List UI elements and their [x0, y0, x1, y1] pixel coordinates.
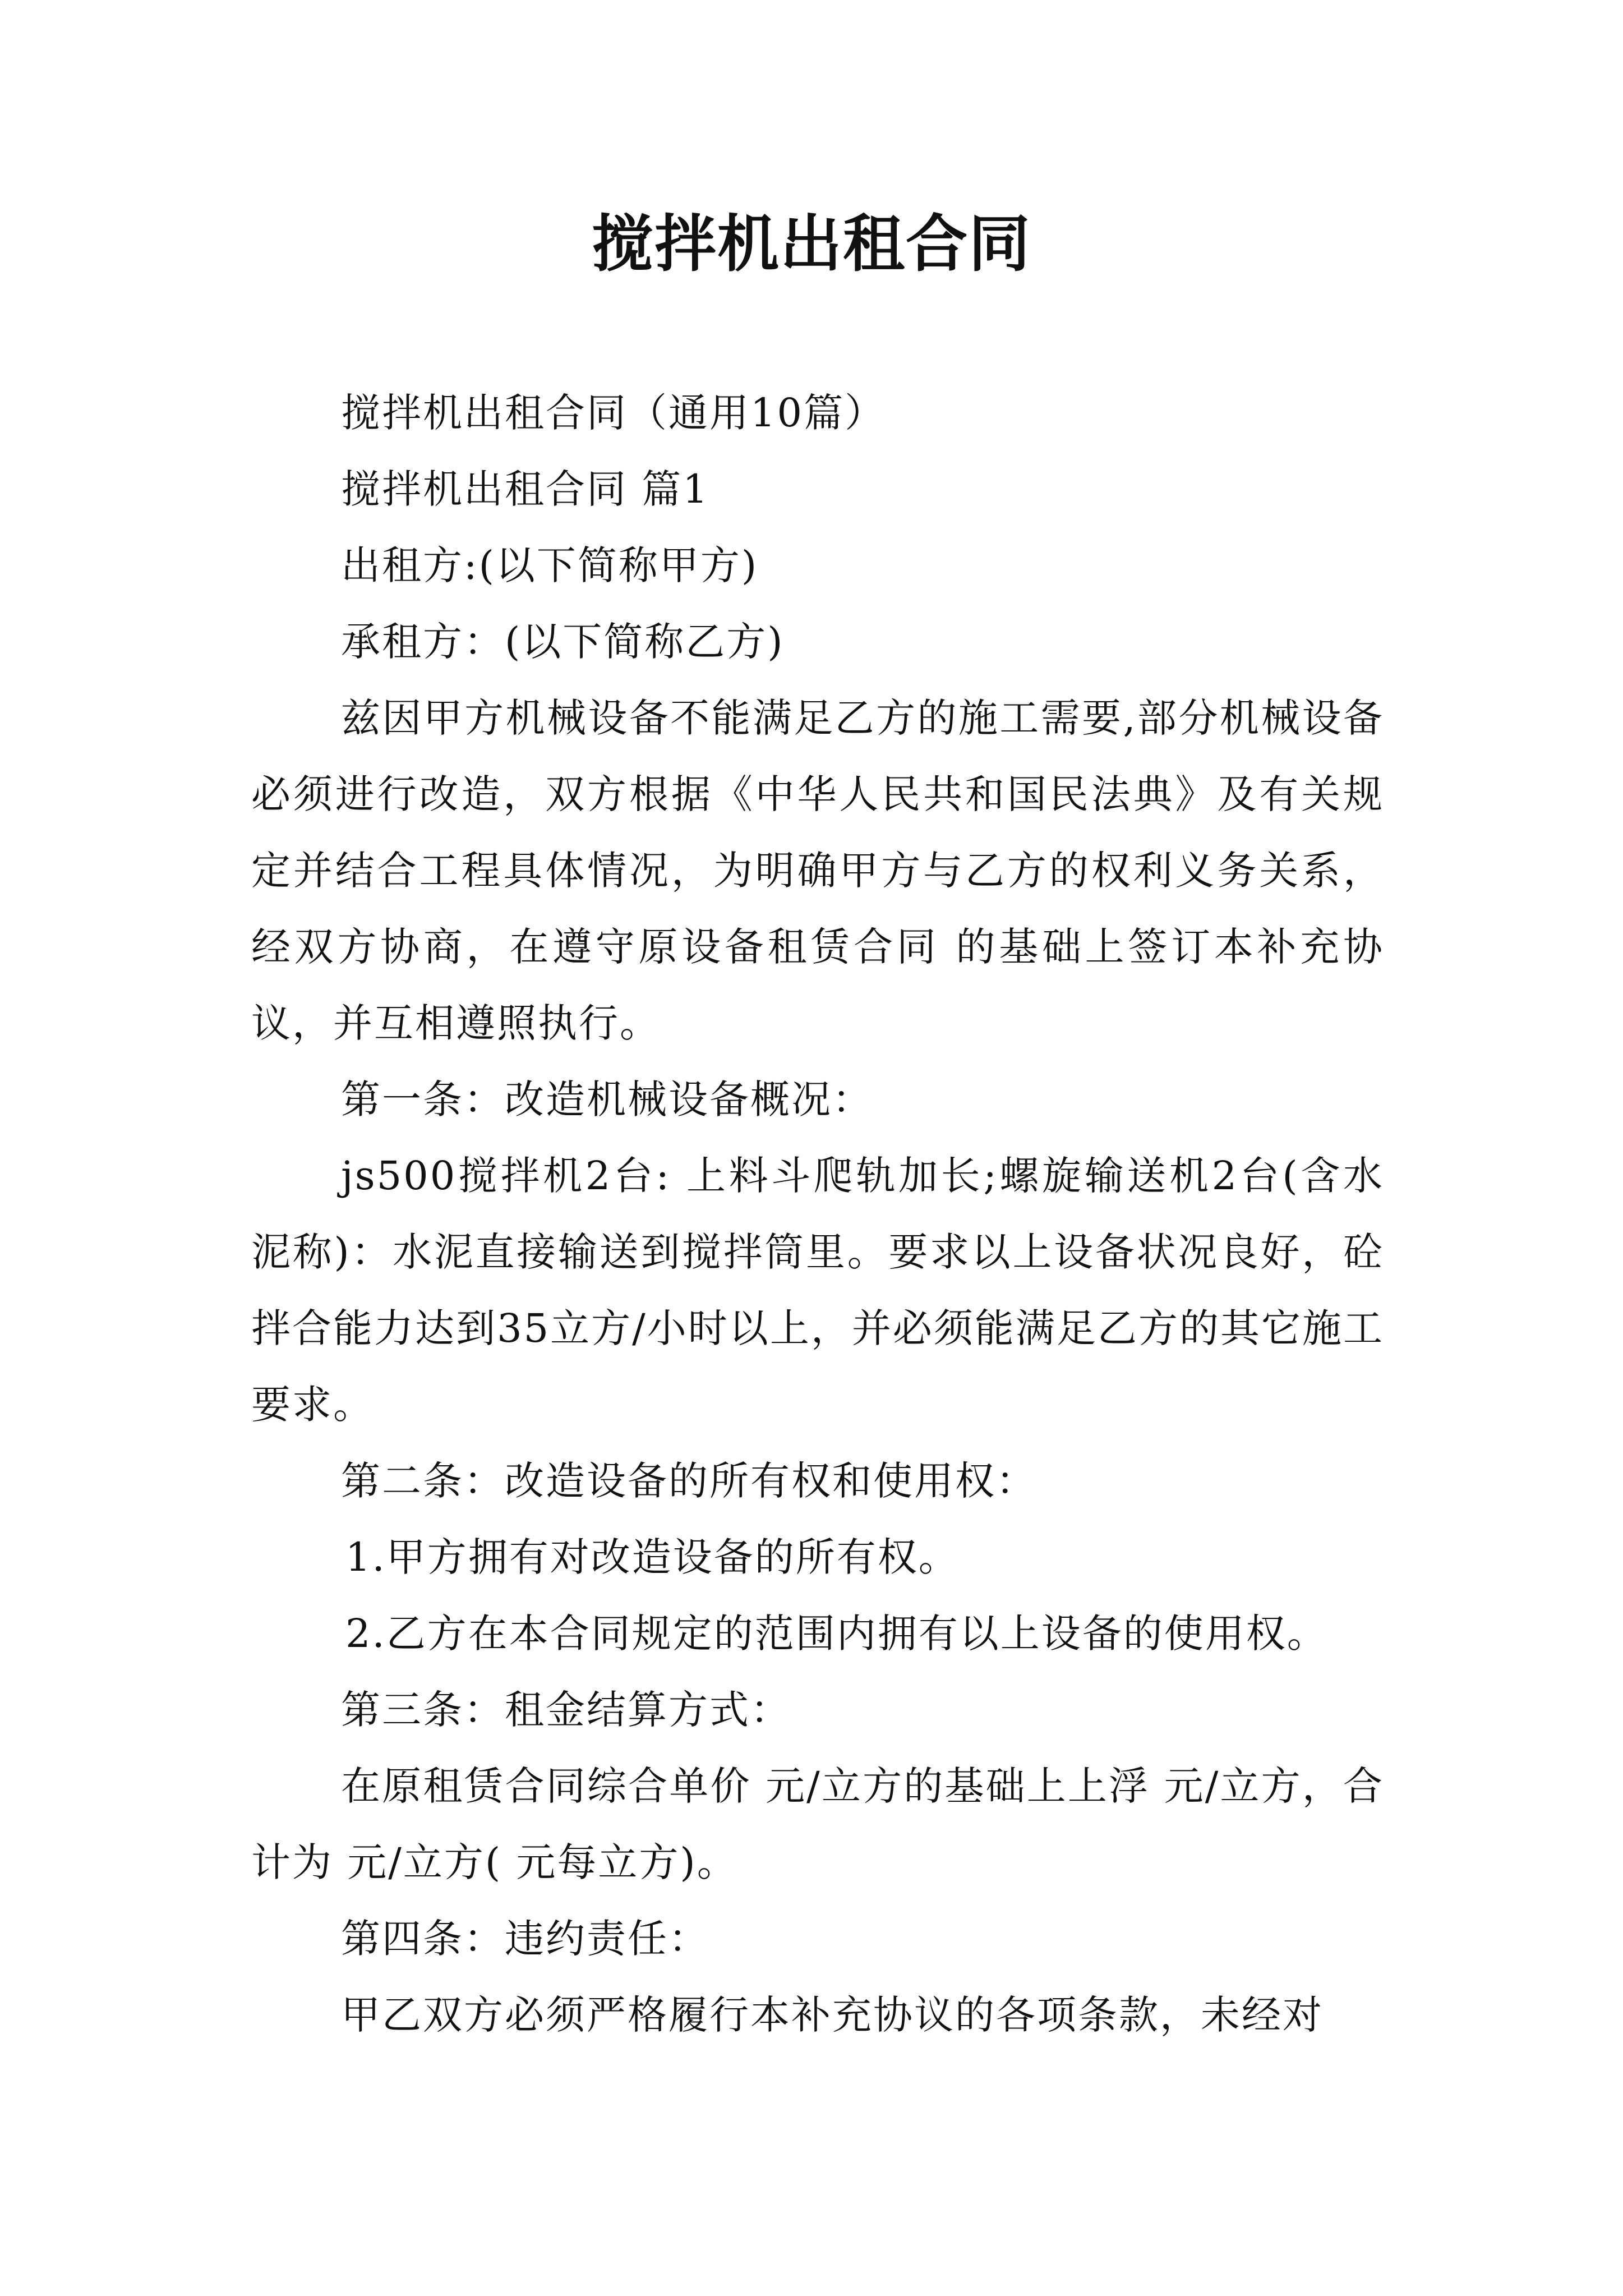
paragraph-section-heading: 搅拌机出租合同 篇1: [341, 466, 709, 512]
article-3-body: 在原租赁合同综合单价 元/立方的基础上上浮 元/立方，合计为 元/立方( 元每立方)。: [251, 1763, 1384, 1885]
article-3-heading: 第三条：租金结算方式：: [341, 1687, 791, 1733]
article-2-item-1: 1.甲方拥有对改造设备的所有权。: [345, 1534, 960, 1580]
paragraph-lessee: 承租方：(以下简称乙方): [341, 619, 785, 665]
paragraph-preamble: 兹因甲方机械设备不能满足乙方的施工需要,部分机械设备必须进行改造，双方根据《中华人民共和国民法典》及有关规定并结合工程具体情况，为明确甲方与乙方的权利义务关系，经双方协商，在遵守原设备租赁合同 的基础上签订本补充协议，并互相遵照执行。: [251, 695, 1384, 1046]
article-2-item-2: 2.乙方在本合同规定的范围内拥有以上设备的使用权。: [345, 1611, 1328, 1657]
article-4-heading: 第四条：违约责任：: [341, 1916, 709, 1962]
article-1-body: js500搅拌机2台: 上料斗爬轨加长;螺旋输送机2台(含水泥称)：水泥直接输送到搅拌筒里。要求以上设备状况良好，砼拌合能力达到35立方/小时以上，并必须能满足乙方的其它施工要求。: [251, 1153, 1384, 1428]
document-title: 搅拌机出租合同: [592, 208, 1031, 280]
document-body: [251, 375, 1384, 2053]
article-1-heading: 第一条：改造机械设备概况：: [341, 1076, 873, 1122]
article-4-body: 甲乙双方必须严格履行本补充协议的各项条款，未经对: [341, 1992, 1324, 2038]
paragraph-lessor: 出租方:(以下简称甲方): [341, 542, 759, 588]
paragraph-subtitle: 搅拌机出租合同（通用10篇）: [341, 390, 886, 436]
article-2-heading: 第二条：改造设备的所有权和使用权：: [341, 1458, 1037, 1504]
